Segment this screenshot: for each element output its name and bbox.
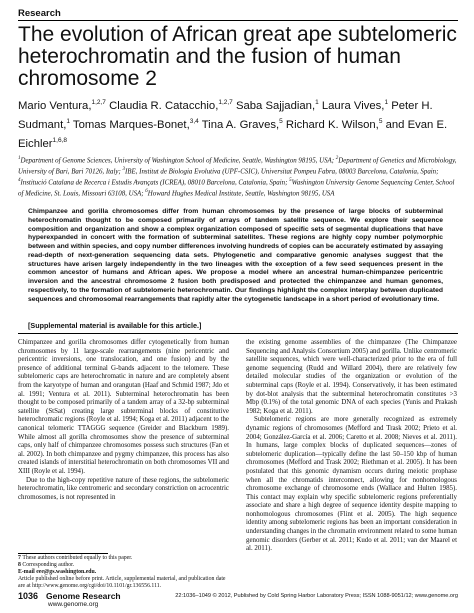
affiliation-mark: 3	[122, 167, 125, 173]
article-title: The evolution of African great ape subtelomeric heterochromatin and the fusion of human chromosome 2	[18, 23, 457, 90]
author-affiliation-mark: 1	[66, 117, 70, 125]
body-paragraph: Subtelomeric regions are more generally recognized as extremely dynamic regions of chromosomes (Mefford and Trask 2002; Prieto et al. 2004; González-García et al. 2006; Caretto et al. 2008; Nieves et al. 2011). In humans, large complex blocks of duplicated sequences—zones of subtelomeric duplication—typically define the last 50–150 kbp of human chromosomes (Mefford and Trask 2002; Riethman et al. 2005). It has been postulated that this genomic dynamism occurs during meiotic prophase when all the chromatids interconnect, allowing for nonhomologous chromosome exchange of chromosome ends (Wallace and Hulten 1985). This contact may explain why specific subtelomeric regions preferentially associate and share a high degree of sequence identity despite mapping to nonhomologous chromosomes (Flint et al. 2005). The high sequence identity among subtelomeric regions has been an important consideration in understanding changes in the chromatin environment related to some human genomic disorders (Gerber et al. 2011; Kudo et al. 2011; van der Maarel et al. 2011).	[246, 416, 457, 553]
body-paragraph: Chimpanzee and gorilla chromosomes differ cytogenetically from human chromosomes by 11 large-scale rearrangements (nine pericentric and pericentric inversions, one translocation, and one fusion) and by the presence of additional terminal G-bands adjacent to the telomere. These subtelomeric caps are heterochromatic in nature and are completely absent from the karyotype of human and orangutan (Haaf and Schmid 1987; Jdo et al. 1991; Ventura et al. 2011). Subterminal heterochromatin has been thought to be composed primarily of a tandem array of a 32-bp subterminal satellite (StSat) creating large subterminal blocks of constitutive heterochromatic regions (Royle et al. 1994; Koga et al. 2011) adjacent to the canonical telomeric TTAGGG sequence (Greider and Blackburn 1989). While almost all gorilla chromosomes show the presence of subterminal caps, only half of chimpanzee chromosomes possess such structures (Fan et al. 2002). In both chimpanzee and pygmy chimpanzee, this process has also created islands of interstitial heterochromatin on both chromosomes VII and XIII (Royle et al. 1994).	[18, 339, 229, 475]
footnote	[18, 569, 229, 576]
abstract: Chimpanzee and gorilla chromosomes differ from human chromosomes by the presence of large blocks of subterminal heterochromatin thought to be composed primarily of arrays of tandem satellite sequence. We explore their sequence composition and organization and show a complex organization composed of specific sets of segmental duplications that have hyperexpanded in concert with the formation of subterminal satellites. These regions are highly copy number polymorphic between and within species, and copy number differences involving hundreds of copies can be accurately estimated by assaying read-depth of next-generation sequencing data sets. Phylogenetic and comparative genomic analyses suggest that the structures have arisen largely independently in the two lineages with the exception of a few seed sequences present in the common ancestor of humans and African apes. We propose a model where an ancestral human-chimpanzee pericentric inversion and the ancestral chromosome 2 fusion both predisposed and protected the chimpanzee and human genomes, respectively, to the formation of subtelomeric heterochromatin. Our findings highlight the complex interplay between duplicated sequences and chromosomal rearrangements that rapidly alter the cytogenetic landscape in a short period of evolutionary time.	[28, 208, 443, 303]
footnote-text: Article published online before print. Article, supplemental material, and publication date are at http://www.genome.org/cgi/doi/10.1101/gr.136556.111.	[18, 576, 226, 589]
author-name: Richard K. Wilson,	[282, 118, 379, 131]
affiliation-text: Department of Genetics and Microbiology, University of Bari, Bari 70126, Italy;	[18, 157, 457, 176]
footnote-label: 7	[18, 555, 23, 561]
footnote	[18, 576, 229, 590]
footnote-label: E-mail eee@gs.washington.edu.	[18, 569, 97, 575]
author-name: Claudia R. Catacchio,	[105, 99, 219, 112]
author-name: Saba Sajjadian,	[232, 99, 316, 112]
footnote-label: 8	[18, 562, 23, 568]
author-affiliation-mark: 1	[315, 99, 319, 106]
author-affiliation-mark: 1,2,7	[91, 99, 106, 106]
affiliation-text: Department of Genome Sciences, University of Washington School of Medicine, Seattle, Washington 98195, USA;	[20, 157, 336, 165]
affiliation-mark: 4	[18, 178, 21, 184]
author-affiliation-mark: 3,4	[189, 117, 199, 125]
affiliation-mark: 1	[18, 156, 21, 161]
journal-url[interactable]: www.genome.org	[48, 601, 99, 608]
author-name: Mario Ventura,	[18, 99, 92, 112]
author-name: and Evan E. Eichler	[18, 118, 448, 150]
citation-line: 22:1036–1049 © 2012, Published by Cold Spring Harbor Laboratory Press; ISSN 1088-9051/12; www.genome.org	[175, 593, 458, 599]
author-name: Tomas Marques-Bonet,	[69, 118, 190, 131]
body-column-left	[18, 339, 229, 502]
affiliation-text: Howard Hughes Medical Institute, Seattle, Washington 98195, USA	[147, 190, 335, 198]
supplemental-note: [Supplemental material is available for this article.]	[28, 321, 202, 330]
author-name: Tina A. Graves,	[198, 118, 280, 131]
affiliation-mark: 2	[335, 156, 339, 161]
footnote-rule	[18, 553, 108, 554]
footnote-text: These authors contributed equally to this paper.	[22, 555, 133, 561]
affiliation-mark: 6	[145, 189, 148, 195]
body-paragraph: Due to the high-copy repetitive nature of these regions, the subtelomeric heterochromatin, like centromeric and secondary constriction on acrocentric chromosomes, is not represented in	[18, 476, 229, 501]
author-name: Peter H. Sudmant,	[18, 99, 433, 131]
author-affiliation-mark: 1,6,8	[52, 136, 67, 144]
author-name: Laura Vives,	[318, 99, 385, 112]
header-rule	[18, 20, 458, 21]
footnote-text: Corresponding author.	[22, 562, 75, 568]
author-affiliation-mark: 1,2,7	[218, 99, 233, 106]
footnote	[18, 555, 229, 562]
affiliation-text: Institució Catalana de Recerca i Estudis Avançats (ICREA), 08010 Barcelona, Catalonia, Spain;	[20, 179, 290, 187]
affiliation-text: IBE, Institut de Biologia Evolutiva (UPF-CSIC), Universitat Pompeu Fabra, 08003 Barcelona, Catalonia, Spain;	[125, 168, 439, 176]
affiliations	[18, 155, 458, 199]
footnote	[18, 562, 229, 569]
footnotes	[18, 555, 229, 590]
affiliation-text: Washington University Genome Sequencing Center, School of Medicine, St. Louis, Missouri 63108, USA;	[18, 179, 455, 198]
author-affiliation-mark: 5	[378, 117, 383, 125]
author-affiliation-mark: 5	[279, 117, 283, 125]
affiliation-mark: 5	[289, 178, 292, 184]
author-list	[18, 95, 458, 151]
author-affiliation-mark: 1	[384, 99, 389, 106]
journal-name: Genome Research	[45, 591, 121, 601]
abstract-rule	[18, 333, 458, 334]
body-paragraph: the existing genome assemblies of the chimpanzee (The Chimpanzee Sequencing and Analysis Consortium 2005) and gorilla. Unlike centromeric satellite sequences, which were well-characterized prior to the era of full genome sequencing (Rudd and Willard 2004), there are relatively few detailed molecular studies of the organization or evolution of the subterminal caps (Royle et al. 1994). Conservatively, it has been estimated by dot-blot analysis that the subterminal heterochromatin constitutes >3 Mbp (0.1%) of the total genomic DNA of each species (Yunis and Prakash 1982; Koga et al. 2011).	[246, 339, 457, 415]
section-label: Research	[18, 8, 61, 19]
page-number: 1036	[18, 591, 39, 601]
body-column-right	[246, 339, 457, 554]
